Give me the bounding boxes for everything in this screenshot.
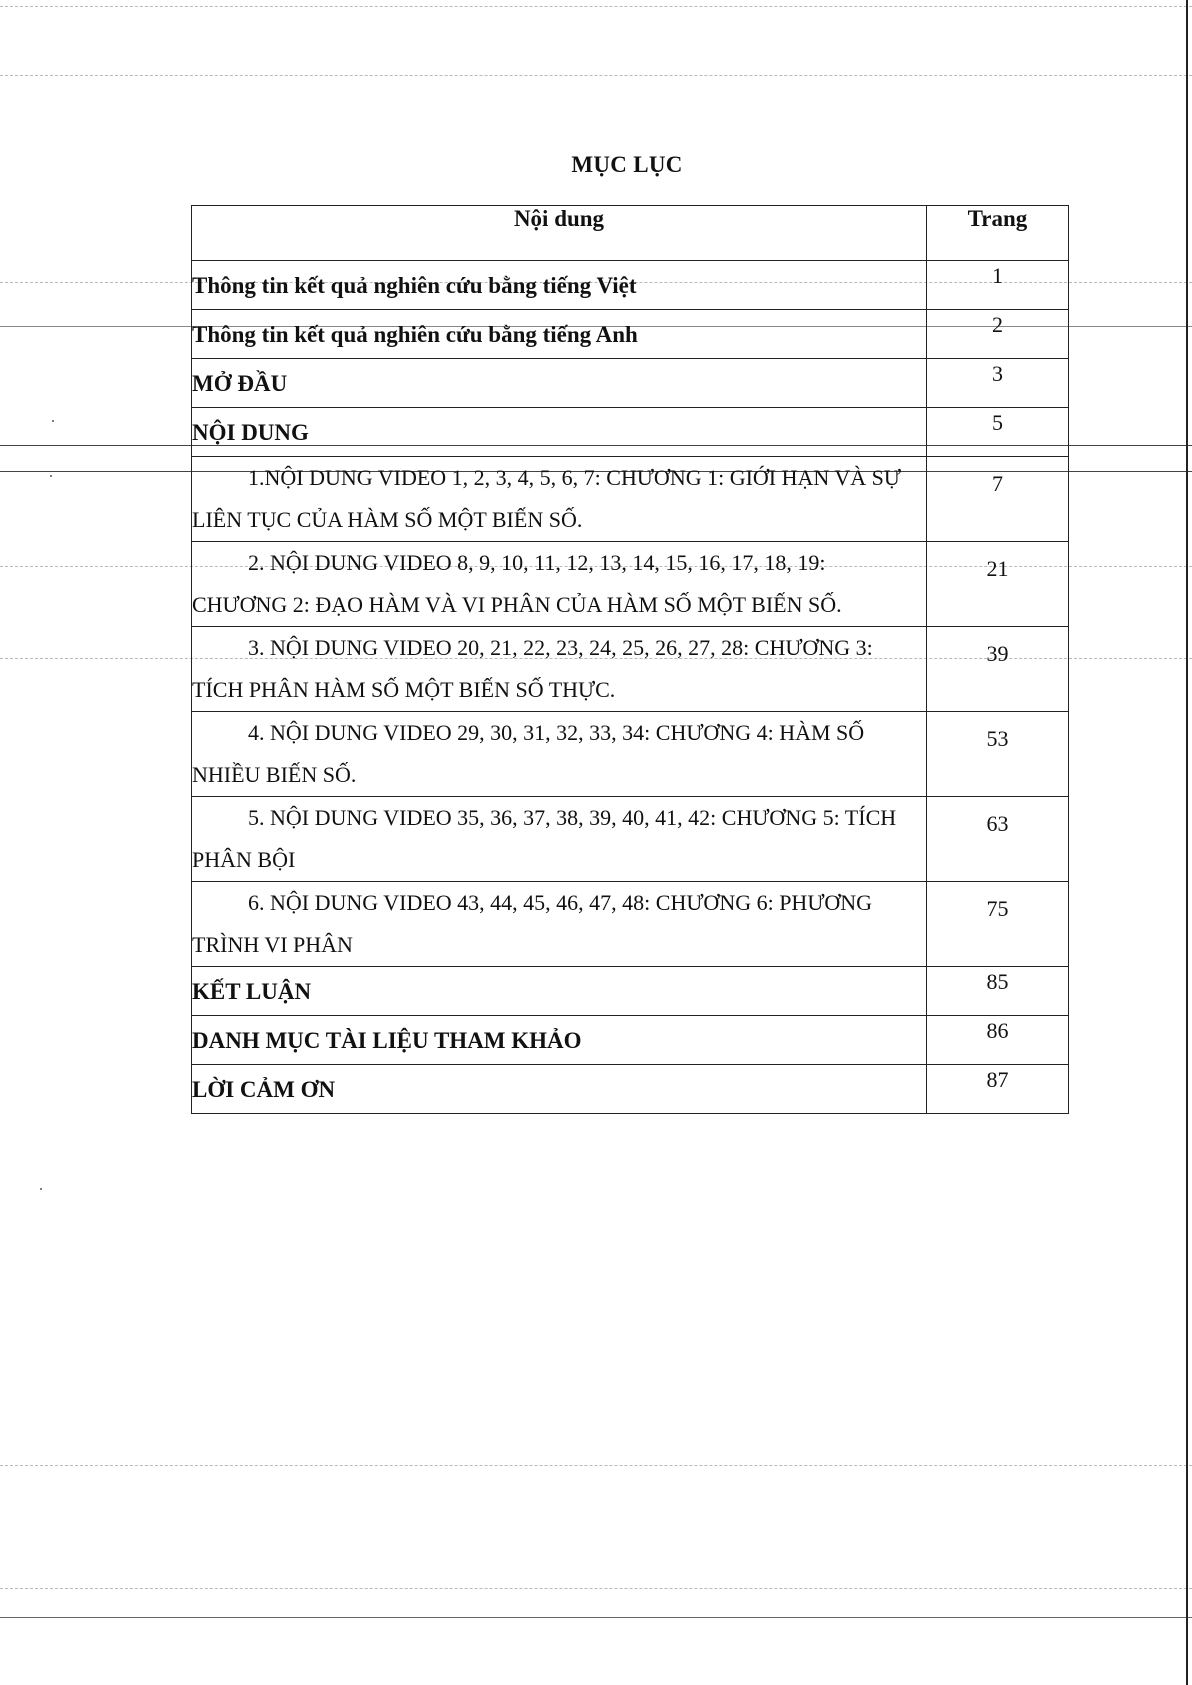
- scan-speck: [50, 475, 52, 477]
- toc-entry-label: KẾT LUẬN: [192, 967, 927, 1016]
- toc-entry-page: 86: [927, 1016, 1069, 1065]
- page-title: MỤC LỤC: [571, 152, 683, 177]
- toc-row: [192, 457, 1069, 542]
- toc-entry-label: LỜI CẢM ƠN: [192, 1065, 927, 1114]
- toc-row: [192, 797, 1069, 882]
- toc-entry-page: 1: [927, 261, 1069, 310]
- toc-entry-label: Thông tin kết quả nghiên cứu bằng tiếng Anh: [192, 310, 927, 359]
- toc-entry-page: 5: [927, 408, 1069, 457]
- toc-entry-label: [192, 542, 927, 627]
- toc-entry-page: 87: [927, 1065, 1069, 1114]
- toc-entry-page: 2: [927, 310, 1069, 359]
- toc-entry-label: NỘI DUNG: [192, 408, 927, 457]
- toc-row: [192, 408, 1069, 457]
- toc-entry-text: 3. NỘI DUNG VIDEO 20, 21, 22, 23, 24, 25, 26, 27, 28: CHƯƠNG 3: TÍCH PHÂN HÀM SỐ MỘT BIẾN SỐ THỰC.: [192, 635, 873, 702]
- toc-entry-page: 75: [927, 882, 1069, 967]
- scan-artifact-line: [0, 1588, 1192, 1589]
- toc-row: [192, 310, 1069, 359]
- toc-entry-label: MỞ ĐẦU: [192, 359, 927, 408]
- toc-entry-text: 2. NỘI DUNG VIDEO 8, 9, 10, 11, 12, 13, 14, 15, 16, 17, 18, 19: CHƯƠNG 2: ĐẠO HÀM VÀ VI PHÂN CỦA HÀM SỐ MỘT BIẾN SỐ.: [192, 550, 842, 617]
- toc-entry-page: 39: [927, 627, 1069, 712]
- toc-row: [192, 261, 1069, 310]
- toc-entry-label: Thông tin kết quả nghiên cứu bằng tiếng Việt: [192, 261, 927, 310]
- toc-entry-label: [192, 627, 927, 712]
- toc-entry-label: DANH MỤC TÀI LIỆU THAM KHẢO: [192, 1016, 927, 1065]
- toc-entry-page: 21: [927, 542, 1069, 627]
- toc-entry-text: 4. NỘI DUNG VIDEO 29, 30, 31, 32, 33, 34: CHƯƠNG 4: HÀM SỐ NHIỀU BIẾN SỐ.: [192, 720, 865, 787]
- toc-entry-page: 7: [927, 457, 1069, 542]
- header-page: Trang: [927, 206, 1069, 261]
- toc-body: [192, 261, 1069, 1114]
- toc-row: [192, 1016, 1069, 1065]
- page-edge: [1186, 0, 1188, 1685]
- header-content: Nội dung: [192, 206, 927, 261]
- toc-row: [192, 967, 1069, 1016]
- toc-entry-page: 3: [927, 359, 1069, 408]
- scan-artifact-line: [0, 1465, 1192, 1466]
- toc-entry-text: 5. NỘI DUNG VIDEO 35, 36, 37, 38, 39, 40, 41, 42: CHƯƠNG 5: TÍCH PHÂN BỘI: [192, 805, 897, 872]
- toc-row: [192, 542, 1069, 627]
- scan-artifact-line: [0, 75, 1192, 76]
- toc-row: [192, 359, 1069, 408]
- toc-row: [192, 882, 1069, 967]
- scan-speck: [40, 1188, 42, 1190]
- toc-entry-label: [192, 457, 927, 542]
- toc-entry-page: 53: [927, 712, 1069, 797]
- scan-artifact-line: [0, 1617, 1192, 1618]
- toc-entry-label: [192, 712, 927, 797]
- toc-entry-text: 1.NỘI DUNG VIDEO 1, 2, 3, 4, 5, 6, 7: CHƯƠNG 1: GIỚI HẠN VÀ SỰ LIÊN TỤC CỦA HÀM SỐ MỘT BIẾN SỐ.: [192, 465, 901, 532]
- toc-entry-label: [192, 882, 927, 967]
- toc-entry-text: 6. NỘI DUNG VIDEO 43, 44, 45, 46, 47, 48: CHƯƠNG 6: PHƯƠNG TRÌNH VI PHÂN: [192, 890, 873, 957]
- scan-speck: [52, 420, 54, 422]
- toc-row: [192, 1065, 1069, 1114]
- toc-entry-page: 63: [927, 797, 1069, 882]
- toc-row: [192, 627, 1069, 712]
- table-of-contents: [191, 205, 1069, 1114]
- scan-artifact-line: [0, 6, 1192, 7]
- toc-entry-page: 85: [927, 967, 1069, 1016]
- toc-entry-label: [192, 797, 927, 882]
- toc-row: [192, 712, 1069, 797]
